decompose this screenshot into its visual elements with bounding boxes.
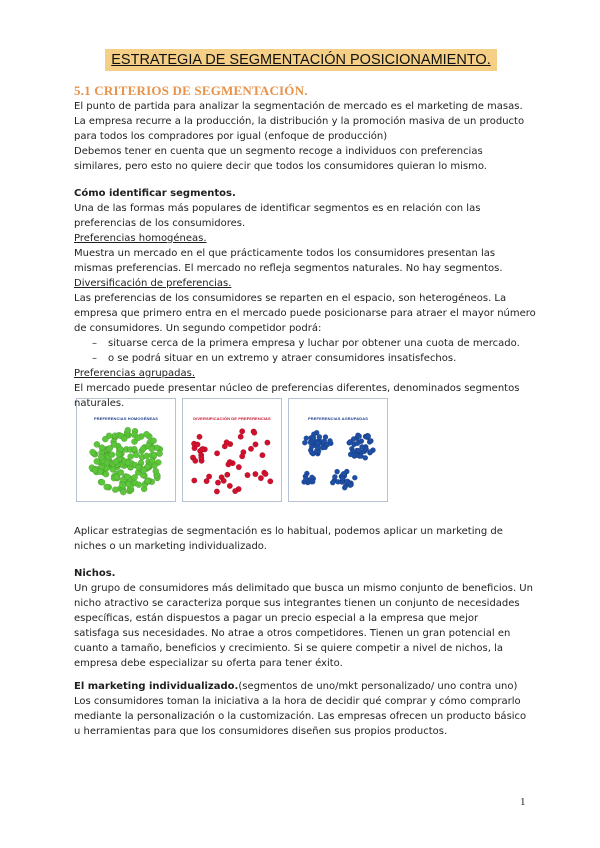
scatter-dot — [309, 450, 314, 455]
scatter-dot — [348, 452, 353, 457]
panel-label: PREFERENCIAS AGRUPADAS — [308, 416, 368, 421]
scatter-dot — [199, 447, 205, 453]
scatter-dot — [113, 474, 119, 480]
scatter-dot — [368, 449, 373, 454]
identify-heading: Cómo identificar segmentos. — [74, 188, 236, 199]
agrupadas-line: naturales. — [74, 398, 125, 409]
scatter-dot — [341, 471, 346, 476]
panel-diversificacion — [182, 398, 282, 502]
scatter-dot — [103, 471, 109, 477]
scatter-dot — [125, 427, 131, 433]
agrupadas-scatter — [289, 399, 389, 503]
scatter-dot — [303, 476, 308, 481]
scatter-dot — [128, 454, 134, 460]
scatter-dot — [227, 483, 233, 489]
scatter-dot — [199, 455, 205, 461]
individualizado-line: mediante la personalización o la customización. Las empresas ofrecen un producto básico — [74, 711, 527, 722]
scatter-dot — [144, 478, 150, 484]
scatter-dot — [197, 434, 203, 440]
panel-label: DIVERSIFICACIÓN DE PREFERENCIAS — [193, 416, 271, 421]
bullet-text: o se podrá situar en un extremo y atraer consumidores insatisfechos. — [108, 353, 457, 364]
scatter-dot — [149, 446, 155, 452]
intro-line: para todos los compradores por igual (enfoque de producción) — [74, 131, 388, 142]
page-number: 1 — [520, 796, 526, 808]
scatter-dot — [125, 481, 131, 487]
scatter-dot — [363, 455, 368, 460]
identify-line: Una de las formas más populares de identificar segmentos es en relación con las — [74, 203, 481, 214]
scatter-dot — [239, 429, 245, 435]
scatter-dot — [192, 478, 198, 484]
scatter-dot — [340, 476, 345, 481]
scatter-dot — [99, 445, 105, 451]
scatter-dot — [368, 438, 373, 443]
scatter-dot — [265, 440, 271, 446]
scatter-dot — [141, 467, 147, 473]
scatter-dot — [320, 445, 325, 450]
scatter-dot — [309, 444, 314, 449]
scatter-dot — [140, 446, 146, 452]
scatter-dot — [90, 449, 96, 455]
scatter-dot — [315, 445, 320, 450]
individualizado-line: u herramientas para que los consumidores diseñen sus propios productos. — [74, 726, 448, 737]
identify-line: preferencias de los consumidores. — [74, 218, 246, 229]
diversificacion-scatter — [183, 399, 283, 503]
homogeneas-scatter — [77, 399, 177, 503]
diversificacion-line: empresa que primero entra en el mercado puede posicionarse para atraer el mayor número — [74, 308, 536, 319]
scatter-dot — [357, 434, 362, 439]
preferences-figure — [74, 398, 394, 504]
scatter-dot — [352, 475, 357, 480]
scatter-dot — [238, 434, 244, 440]
individualizado-heading: El marketing individualizado. — [74, 681, 239, 692]
diversificacion-line: Las preferencias de los consumidores se reparten en el espacio, son heterogéneos. La — [74, 293, 507, 304]
scatter-dot — [252, 430, 258, 436]
scatter-dot — [104, 460, 110, 466]
scatter-dot — [335, 479, 340, 484]
scatter-dot — [335, 469, 340, 474]
scatter-dot — [359, 444, 364, 449]
scatter-dot — [330, 480, 335, 485]
scatter-dot — [143, 431, 149, 437]
scatter-dot — [125, 459, 131, 465]
scatter-dot — [226, 462, 232, 468]
scatter-dot — [99, 479, 105, 485]
diversificacion-line: de consumidores. Un segundo competidor podrá: — [74, 323, 322, 334]
scatter-dot — [204, 478, 210, 484]
scatter-dot — [132, 474, 138, 480]
bullet-text: situarse cerca de la primera empresa y luchar por obtener una cuota de mercado. — [108, 338, 520, 349]
panel-label: PREFERENCIAS HOMOGÉNEAS — [93, 416, 159, 421]
scatter-dot — [107, 445, 113, 451]
panel-homogeneas — [76, 398, 176, 502]
scatter-dot — [236, 464, 242, 470]
scatter-dot — [112, 487, 118, 493]
panel-agrupadas — [288, 398, 388, 502]
intro-line: similares, pero esto no quiere decir que todos los consumidores quieran lo mismo. — [74, 161, 487, 172]
nichos-heading: Nichos. — [74, 568, 116, 579]
apply-line: Aplicar estrategias de segmentación es lo habitual, podemos aplicar un marketing de — [74, 526, 503, 537]
scatter-dot — [193, 458, 199, 464]
individualizado-line: Los consumidores toman la iniciativa a la hora de decidir qué comprar y cómo comprarlo — [74, 696, 521, 707]
scatter-dot — [109, 452, 115, 458]
scatter-dot — [124, 474, 130, 480]
scatter-dot — [323, 434, 328, 439]
scatter-dot — [245, 472, 251, 478]
scatter-dot — [214, 451, 220, 457]
scatter-dot — [348, 439, 353, 444]
scatter-dot — [253, 442, 259, 448]
homogeneas-line: mismas preferencias. El mercado no refleja segmentos naturales. No hay segmentos. — [74, 263, 503, 274]
scatter-dot — [149, 458, 155, 464]
scatter-dot — [239, 454, 245, 460]
scatter-dot — [98, 454, 104, 460]
apply-line: niches o un marketing individualizado. — [74, 541, 267, 552]
scatter-dot — [327, 438, 332, 443]
homogeneas-heading: Preferencias homogéneas. — [74, 233, 207, 244]
scatter-dot — [136, 482, 142, 488]
bullet-item: – situarse cerca de la primera empresa y luchar por obtener una cuota de mercado. — [92, 338, 520, 349]
nichos-line: específicas, están dispuestos a pagar un precio especial a la empresa que mejor — [74, 613, 479, 624]
agrupadas-heading: Preferencias agrupadas. — [74, 368, 196, 379]
intro-line: La empresa recurre a la producción, la distribución y la promoción masiva de un producto — [74, 116, 525, 127]
nichos-line: empresa debe especializar su oferta para tener éxito. — [74, 658, 343, 669]
scatter-dot — [355, 441, 360, 446]
individualizado-heading-rest: (segmentos de uno/mkt personalizado/ uno contra uno) — [238, 681, 518, 692]
section-heading: 5.1 CRITERIOS DE SEGMENTACIÓN. — [74, 83, 308, 98]
scatter-dot — [225, 472, 231, 478]
scatter-dot — [332, 474, 337, 479]
scatter-dot — [342, 485, 347, 490]
scatter-dot — [268, 479, 274, 485]
scatter-dot — [317, 434, 322, 439]
nichos-line: cuanto a tamaño, beneficios y crecimiento. Si se quiere competir a nivel de nichos, la — [74, 643, 503, 654]
scatter-dot — [104, 484, 110, 490]
scatter-dot — [102, 436, 108, 442]
scatter-dot — [366, 434, 371, 439]
scatter-dot — [258, 475, 264, 481]
scatter-dot — [315, 440, 320, 445]
scatter-dot — [157, 451, 163, 457]
homogeneas-line: Muestra un mercado en el que prácticamente todos los consumidores presentan las — [74, 248, 496, 259]
intro-line: El punto de partida para analizar la segmentación de mercado es el marketing de masas. — [74, 101, 523, 112]
scatter-dot — [113, 458, 119, 464]
scatter-dot — [119, 482, 125, 488]
intro-line: Debemos tener en cuenta que un segmento recoge a individuos con preferencias — [74, 146, 483, 157]
scatter-dot — [253, 471, 259, 477]
scatter-dot — [214, 489, 220, 495]
scatter-dot — [215, 480, 221, 486]
agrupadas-line: El mercado puede presentar núcleo de preferencias diferentes, denominados segmentos — [74, 383, 520, 394]
scatter-dot — [133, 452, 139, 458]
nichos-line: nicho atractivo se caracteriza porque sus integrantes tienen un conjunto de necesidades — [74, 598, 520, 609]
diversificacion-heading: Diversificación de preferencias. — [74, 278, 232, 289]
scatter-dot — [97, 469, 103, 475]
scatter-dot — [263, 471, 269, 477]
scatter-dot — [153, 468, 159, 474]
nichos-line: Un grupo de consumidores más delimitado que busca un mismo conjunto de beneficios. Un — [74, 583, 533, 594]
scatter-dot — [221, 478, 227, 484]
scatter-dot — [121, 436, 127, 442]
scatter-dot — [310, 479, 315, 484]
scatter-dot — [260, 452, 266, 458]
scatter-dot — [151, 438, 157, 444]
scatter-dot — [248, 446, 254, 452]
page-title: ESTRATEGIA DE SEGMENTACIÓN POSICIONAMIENTO. — [105, 49, 497, 71]
scatter-dot — [116, 451, 122, 457]
scatter-dot — [135, 435, 141, 441]
individualizado-heading-line — [74, 679, 534, 694]
scatter-dot — [232, 488, 238, 494]
scatter-dot — [304, 436, 309, 441]
bullet-item: – o se podrá situar en un extremo y atraer consumidores insatisfechos. — [92, 353, 457, 364]
scatter-dot — [311, 435, 316, 440]
nichos-line: satisfaga sus necesidades. No atrae a otros competidores. Tienen un gran potencial en — [74, 628, 511, 639]
scatter-dot — [195, 442, 201, 448]
scatter-dot — [222, 444, 228, 450]
scatter-dot — [120, 489, 126, 495]
scatter-dot — [131, 446, 137, 452]
